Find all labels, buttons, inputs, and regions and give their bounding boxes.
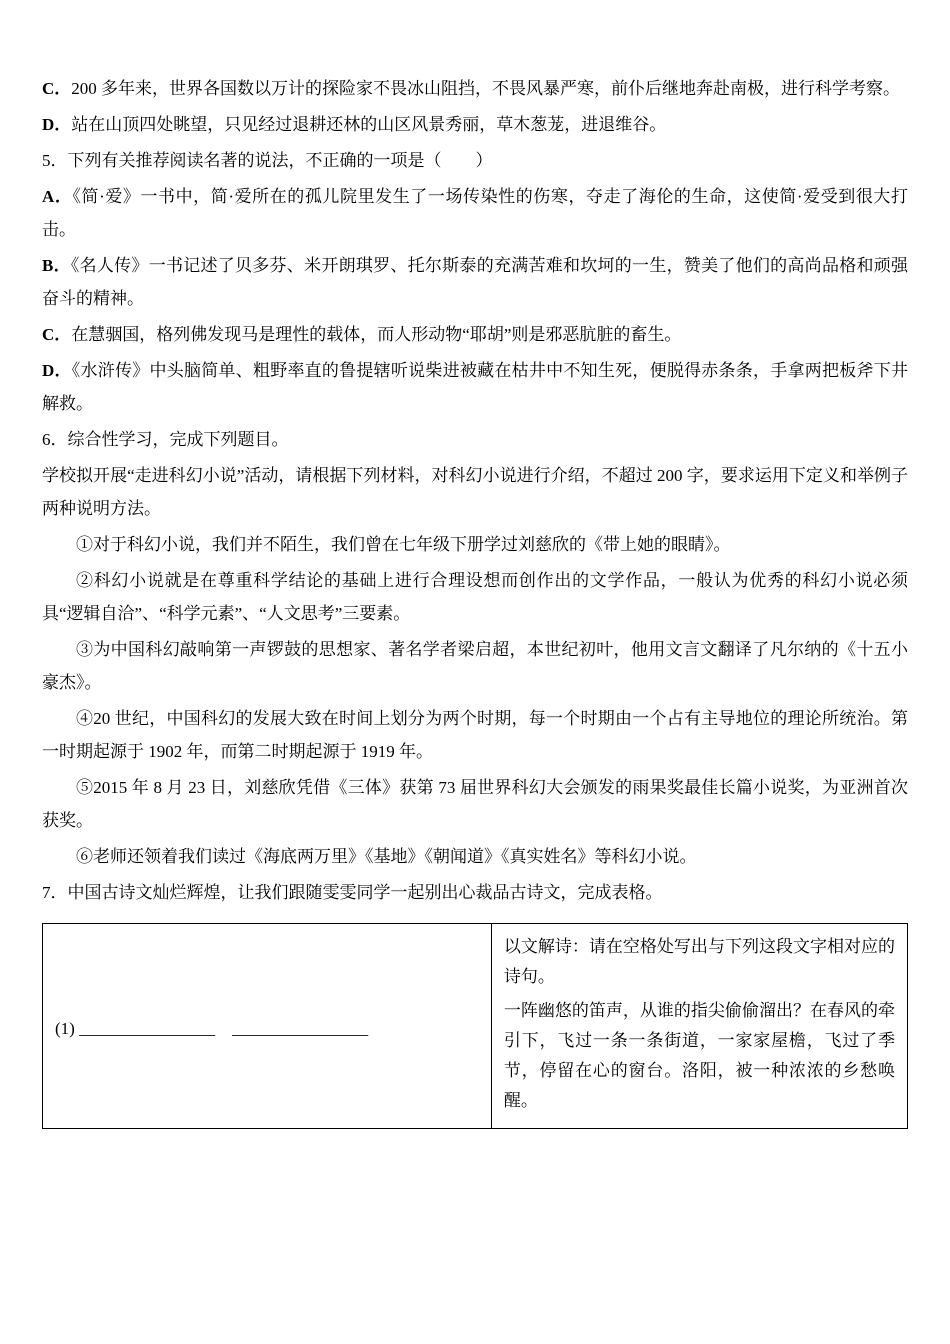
paragraph-prefix: 7． — [42, 883, 68, 902]
paragraph-text: 在慧骃国，格列佛发现马是理性的载体，而人形动物“耶胡”则是邪恶肮脏的畜生。 — [71, 325, 682, 344]
paragraph-prefix: 5． — [42, 151, 68, 170]
blank-label: (1) — [55, 1018, 75, 1038]
paragraph — [42, 108, 908, 141]
paragraph — [42, 318, 908, 351]
question-table — [42, 923, 908, 1129]
paragraph — [42, 354, 908, 420]
paragraph-text: ⑥老师还领着我们读过《海底两万里》《基地》《朝闻道》《真实姓名》等科幻小说。 — [76, 847, 697, 866]
paragraph-prefix: D． — [42, 361, 72, 380]
paragraph-prefix: D． — [42, 115, 72, 134]
paragraph — [42, 423, 908, 456]
paragraph-text: ③为中国科幻敲响第一声锣鼓的思想家、著名学者梁启超，本世纪初叶，他用文言文翻译了凡尔纳的《十五小豪杰》。 — [42, 640, 908, 692]
paragraph-text: 下列有关推荐阅读名著的说法，不正确的一项是（ ） — [67, 151, 493, 170]
paragraph-text: 《名人传》一书记述了贝多芬、米开朗琪罗、托尔斯泰的充满苦难和坎坷的一生，赞美了他们的高尚品格和顽强奋斗的精神。 — [42, 256, 909, 308]
paragraph — [42, 249, 908, 315]
paragraph — [42, 459, 908, 525]
paragraph — [42, 564, 908, 630]
table-right-cell — [491, 924, 907, 1129]
paragraph — [42, 633, 908, 699]
paragraph-text: 中国古诗文灿烂辉煌，让我们跟随雯雯同学一起别出心裁品古诗文，完成表格。 — [67, 883, 663, 902]
paragraph — [42, 876, 908, 909]
paragraph — [42, 840, 908, 873]
paragraph — [42, 180, 908, 246]
paragraph-text: ①对于科幻小说，我们并不陌生，我们曾在七年级下册学过刘慈欣的《带上她的眼睛》。 — [76, 535, 731, 554]
paragraph-text: 综合性学习，完成下列题目。 — [67, 430, 289, 449]
blank-underscores: ________________ ________________ — [79, 1018, 369, 1038]
table-row — [43, 924, 908, 1129]
paragraph — [42, 144, 908, 177]
table-right-heading — [504, 932, 895, 992]
answer-blank-line — [55, 1019, 368, 1038]
paragraph-text: 《简·爱》一书中，简·爱所在的孤儿院里发生了一场传染性的伤寒，夺走了海伦的生命，这使简·爱受到很大打击。 — [42, 187, 909, 239]
paragraph-text: 200 多年来，世界各国数以万计的探险家不畏冰山阻挡，不畏风暴严寒，前仆后继地奔赴南极，进行科学考察。 — [71, 79, 901, 98]
table-right-heading-rest: 请在空格处写出与下列这段文字相对应的诗句。 — [503, 937, 896, 986]
paragraph-text: ⑤2015 年 8 月 23 日，刘慈欣凭借《三体》获第 73 届世界科幻大会颁发的雨果奖最佳长篇小说奖，为亚洲首次获奖。 — [42, 778, 908, 830]
paragraph-text: ④20 世纪，中国科幻的发展大致在时间上划分为两个时期，每一个时期由一个占有主导地位的理论所统治。第一时期起源于 1902 年，而第二时期起源于 1919 年。 — [42, 709, 908, 761]
paragraph-prefix: A． — [42, 187, 73, 206]
table-left-cell — [43, 924, 492, 1129]
paragraph-text: 学校拟开展“走进科幻小说”活动，请根据下列材料，对科幻小说进行介绍，不超过 200 字，要求运用下定义和举例子两种说明方法。 — [42, 466, 908, 518]
paragraph — [42, 702, 908, 768]
paragraph — [42, 771, 908, 837]
table-right-body: 一阵幽悠的笛声，从谁的指尖偷偷溜出？在春风的牵引下，飞过一条一条街道，一家家屋檐，飞过了季节，停留在心的窗台。洛阳，被一种浓浓的乡愁唤醒。 — [503, 1001, 895, 1110]
paragraph-prefix: 6． — [42, 430, 68, 449]
paragraph-text: ②科幻小说就是在尊重科学结论的基础上进行合理设想而创作出的文学作品，一般认为优秀的科幻小说必须具“逻辑自洽”、“科学元素”、“人文思考”三要素。 — [42, 571, 908, 623]
paragraph-prefix: C． — [42, 79, 72, 98]
paragraph — [42, 528, 908, 561]
paragraph-prefix: C． — [42, 325, 72, 344]
table-right-heading-bold: 以文解诗： — [503, 937, 589, 956]
exam-body-text — [42, 72, 908, 909]
paragraph-prefix: B． — [42, 256, 71, 275]
paragraph — [42, 72, 908, 105]
paragraph-text: 《水浒传》中头脑简单、粗野率直的鲁提辖听说柴进被藏在枯井中不知生死，便脱得赤条条，手拿两把板斧下井解救。 — [42, 361, 908, 413]
paragraph-text: 站在山顶四处眺望，只见经过退耕还林的山区风景秀丽，草木葱茏，进退维谷。 — [71, 115, 667, 134]
